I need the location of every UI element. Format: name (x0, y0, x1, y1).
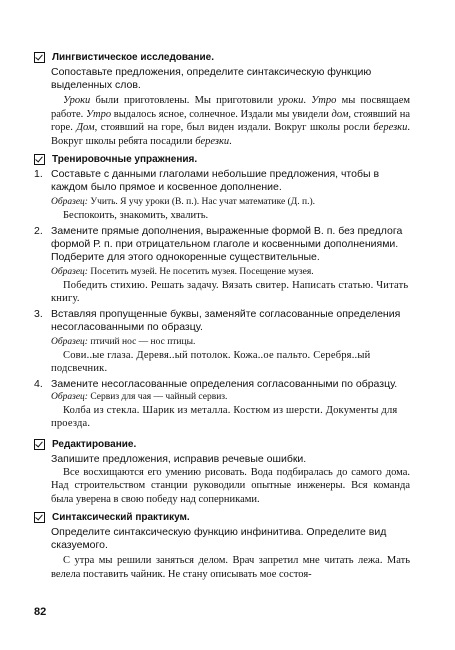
text-fragment: . Вокруг школы ребята посадили (51, 122, 410, 147)
section-instruction: Определите синтаксическую функцию инфинитива. Определите вид сказуемого. (51, 526, 387, 551)
exercise-example (51, 391, 410, 404)
exercise-number: 4. (34, 377, 43, 390)
page-content (34, 52, 410, 587)
section-header (34, 154, 410, 165)
exercise-task: Колба из стекла. Шарик из металла. Костюм из шерсти. Документы для проезда. (51, 404, 398, 429)
text-fragment: , стоявший на горе. (51, 108, 410, 133)
example-text: птичий нос — нос птицы. (87, 336, 196, 347)
highlighted-word: дом (331, 108, 349, 120)
exercise-example (51, 336, 410, 349)
highlighted-word: Дом (76, 122, 95, 133)
example-label: Образец: (51, 391, 88, 402)
example-text: Посетить музей. Не посетить музея. Посещение музея. (87, 266, 314, 277)
text-fragment: . (303, 95, 312, 106)
exercise-instruction: Вставляя пропущенные буквы, заменяйте согласованные определения несогласованными по образцу. (51, 307, 401, 333)
section-syntax-practicum (34, 512, 410, 581)
exercise-instruction: Замените прямые дополнения, выраженные формой В. п. без предлога формой Р. п. при отрицательном глаголе и косвенными дополнениями. Подберите для этого однокоренные существительные. (51, 224, 403, 263)
example-label: Образец: (51, 197, 88, 207)
exercise-example (51, 196, 410, 209)
page-number: 82 (34, 606, 47, 618)
exercise-example (51, 266, 410, 279)
example-label: Образец: (51, 336, 88, 347)
text-fragment: . (229, 135, 232, 147)
example-label: Образец: (51, 266, 88, 277)
checkbox-icon (34, 52, 45, 63)
exercise-instruction: Составьте с данными глаголами небольшие предложения, чтобы в каждом было прямое и косвенное дополнение. (51, 168, 380, 193)
exercise-item (34, 168, 410, 225)
highlighted-word: уроки (278, 95, 304, 106)
section-title: Тренировочные упражнения. (52, 154, 198, 165)
checkbox-icon (34, 512, 45, 523)
section-text (51, 94, 410, 148)
exercise-number: 2. (34, 224, 43, 237)
highlighted-word: березки (195, 135, 230, 147)
exercise-item (34, 308, 410, 378)
section-title: Редактирование. (52, 438, 137, 450)
text-fragment: были приготовлены. Мы приготовили (90, 95, 279, 106)
checkbox-icon (34, 439, 45, 450)
section-header (34, 52, 410, 63)
section-title: Синтаксический практикум. (52, 512, 190, 523)
exercise-number: 3. (34, 307, 43, 320)
highlighted-word: Уроки (63, 95, 91, 106)
text-fragment: мы посвящаем работе. (51, 95, 410, 120)
exercise-item (34, 378, 410, 433)
text-fragment: , стоявший на горе, был виден издали. Вокруг школы росли (94, 122, 374, 133)
highlighted-word: березки (373, 122, 408, 133)
exercise-task: Сови..ые глаза. Деревя..ый потолок. Кожа..ое пальто. Серебря..ый подсвечник. (51, 349, 371, 374)
section-text: Все восхищаются его умению рисовать. Вода подбиралась до самого дома. Над строительством станции руководили опытные инженеры. Вся команда была уверена в свою победу над соперниками. (51, 466, 410, 505)
exercise-task: Беспокоить, знакомить, хвалить. (63, 210, 209, 221)
exercise-number: 1. (34, 168, 43, 180)
exercise-instruction: Замените несогласованные определения согласованными по образцу. (51, 377, 398, 390)
section-header (34, 512, 410, 523)
section-instruction: Сопоставьте предложения, определите синтаксическую функцию выделенных слов. (51, 66, 372, 91)
example-text: Учить. Я учу уроки (В. п.). Нас учат математике (Д. п.). (87, 197, 315, 207)
section-editing (34, 439, 410, 507)
section-instruction: Запишите предложения, исправив речевые ошибки. (51, 452, 307, 465)
section-training-exercises (34, 154, 410, 433)
section-text: С утра мы решили заняться делом. Врач запретил мне читать лежа. Мать велела поставить чайник. Не стану описывать мое состоя- (51, 555, 410, 580)
exercise-item (34, 225, 410, 308)
highlighted-word: Утро (85, 108, 112, 120)
section-linguistic-research (34, 52, 410, 148)
exercise-task: Победить стихию. Решать задачу. Вязать свитер. Написать статью. Читать книгу. (51, 279, 409, 304)
section-header (34, 439, 410, 450)
checkbox-icon (34, 154, 45, 165)
example-text: Сервиз для чая — чайный сервиз. (87, 391, 228, 402)
section-title: Лингвистическое исследование. (52, 52, 215, 63)
text-fragment: выдалось ясное, солнечное. Издали мы увидели (111, 108, 332, 120)
highlighted-word: Утро (311, 95, 337, 106)
